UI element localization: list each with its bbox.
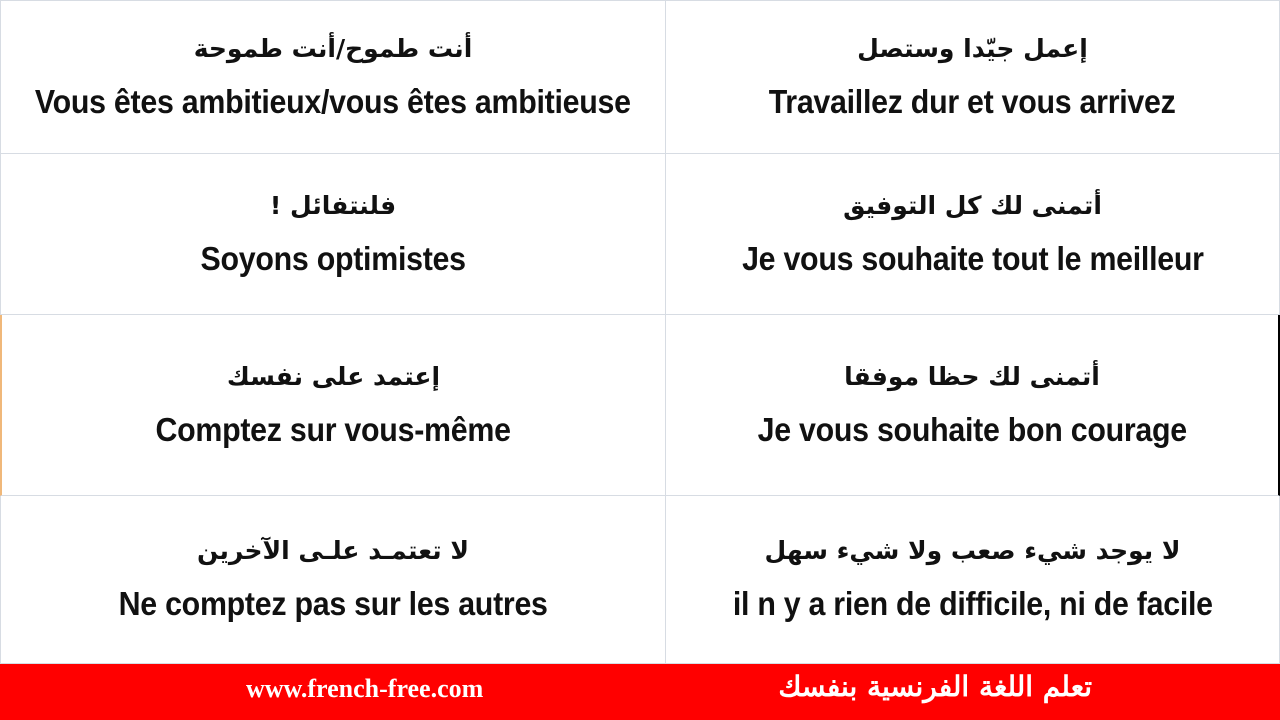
arabic-phrase: فلنتفائل ! — [269, 190, 397, 220]
phrase-cell — [0, 154, 666, 315]
arabic-phrase: لا تعتمـد علـى الآخرين — [197, 536, 469, 565]
phrase-cell — [666, 154, 1280, 315]
french-phrase: Soyons optimistes — [200, 239, 466, 277]
phrase-cell — [666, 496, 1280, 664]
footer-tagline: تعلم اللغة الفرنسية بنفسك — [778, 670, 1092, 703]
arabic-phrase: أتمنى لك كل التوفيق — [843, 190, 1102, 220]
french-phrase: Je vous souhaite tout le meilleur — [741, 239, 1204, 277]
phrase-cell — [666, 315, 1280, 496]
footer-banner — [0, 664, 1280, 720]
phrase-cell — [666, 0, 1280, 154]
phrase-cell — [0, 496, 666, 664]
arabic-phrase: أتمنى لك حظا موفقا — [844, 361, 1100, 391]
french-phrase: Je vous souhaite bon courage — [757, 410, 1187, 448]
arabic-phrase: إعمل جيّدا وستصل — [857, 33, 1088, 63]
arabic-phrase: لا يوجد شيء صعب ولا شيء سهل — [764, 536, 1181, 565]
french-phrase: Vous êtes ambitieux/vous êtes ambitieuse — [35, 82, 631, 120]
arabic-phrase: أنت طموح/أنت طموحة — [193, 33, 473, 63]
phrase-cell — [0, 315, 666, 496]
french-phrase: Ne comptez pas sur les autres — [118, 585, 548, 622]
french-phrase: Travaillez dur et vous arrivez — [769, 82, 1176, 120]
phrase-cell — [0, 0, 666, 154]
website-link[interactable]: www.french-free.com — [246, 674, 484, 703]
french-phrase: Comptez sur vous-même — [155, 410, 512, 448]
french-phrase: il n y a rien de difficile, ni de facile — [732, 585, 1213, 622]
arabic-phrase: إعتمد على نفسك — [226, 361, 441, 391]
